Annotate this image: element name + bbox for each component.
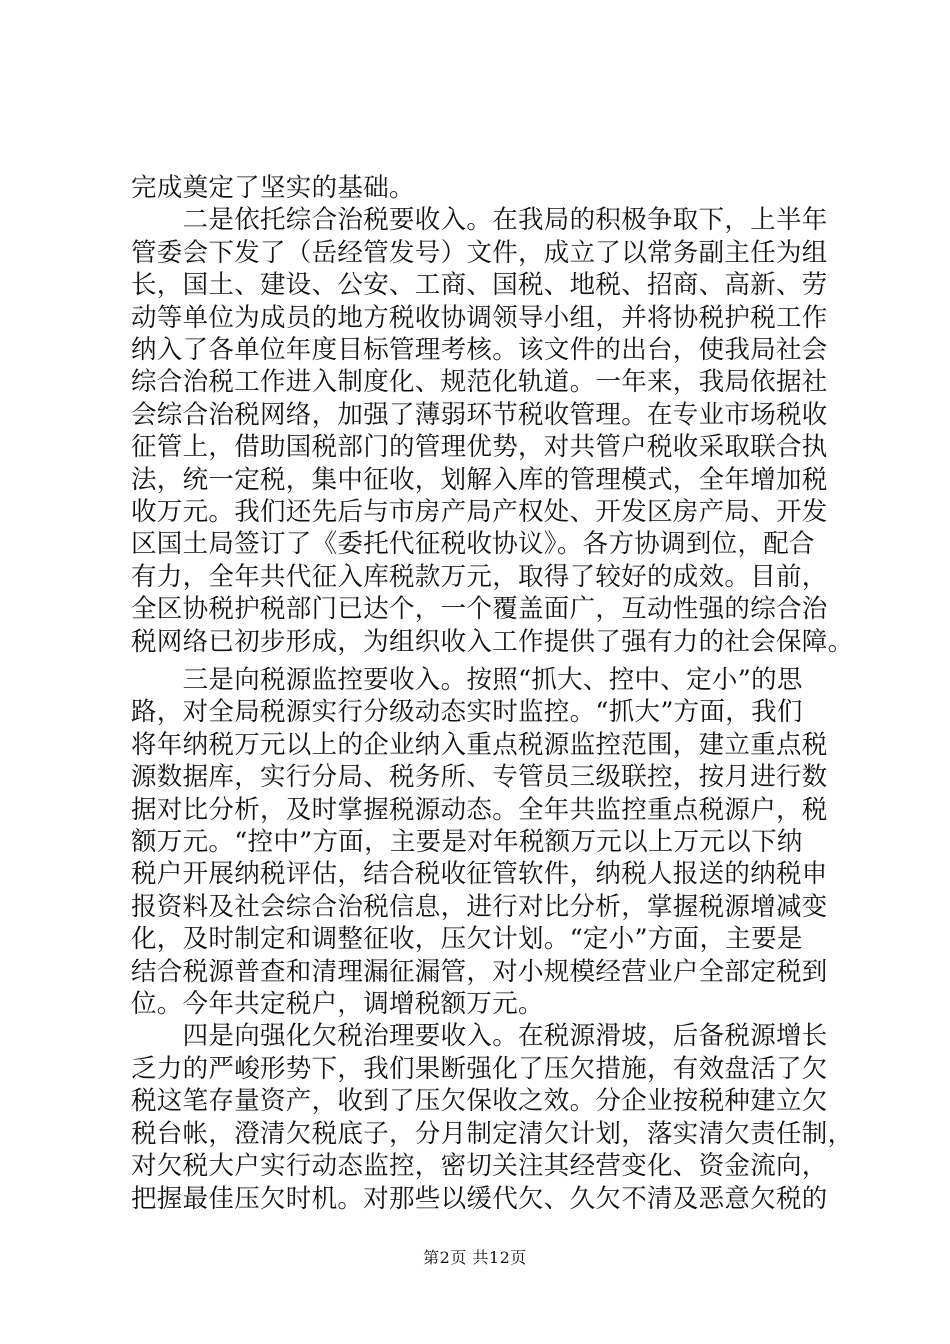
text-line: 三是向税源监控要收入。按照“抓大、控中、定小”的思 [131,665,803,695]
text-line: 动等单位为成员的地方税收协调领导小组，并将协税护税工作 [131,302,828,333]
text-line: 纳入了各单位年度目标管理考核。该文件的出台，使我局社会 [131,335,828,366]
text-line: 税台帐，澄清欠税底子，分月制定清欠计划，落实清欠责任制， [131,1118,854,1149]
text-line: 对欠税大户实行动态监控，密切关注其经营变化、资金流向， [131,1151,828,1182]
text-line: 完成奠定了坚实的基础。 [131,173,415,203]
text-line: 税这笔存量资产，收到了压欠保收之效。分企业按税种建立欠 [131,1086,828,1117]
text-line: 二是依托综合治税要收入。在我局的积极争取下，上半年 [131,205,828,236]
text-line: 征管上，借助国税部门的管理优势，对共管户税收采取联合执 [131,432,828,463]
page-number-footer: 第2页 共12页 [423,1248,527,1267]
text-line: 长，国土、建设、公安、工商、国税、地税、招商、高新、劳 [131,270,828,301]
text-line: 区国土局签订了《委托代征税收协议》。各方协调到位，配合 [131,529,815,560]
text-line: 综合治税工作进入制度化、规范化轨道。一年来，我局依据社 [131,367,828,398]
text-line: 乏力的严峻形势下，我们果断强化了压欠措施，有效盘活了欠 [131,1053,828,1084]
text-line: 化，及时制定和调整征收，压欠计划。“定小”方面，主要是 [131,924,803,955]
text-line: 额万元。“控中”方面，主要是对年税额万元以上万元以下纳 [131,827,803,858]
body-text-section-2 [131,664,854,1215]
text-line: 把握最佳压欠时机。对那些以缓代欠、久欠不清及恶意欠税的 [131,1183,828,1214]
text-line: 全区协税护税部门已达个，一个覆盖面广，互动性强的综合治 [131,594,828,625]
text-line: 源数据库，实行分局、税务所、专管员三级联控，按月进行数 [131,762,828,793]
text-line: 收万元。我们还先后与市房产局产权处、开发区房产局、开发 [131,497,828,528]
text-line: 会综合治税网络，加强了薄弱环节税收管理。在专业市场税收 [131,399,828,430]
text-line: 据对比分析，及时掌握税源动态。全年共监控重点税源户，税 [131,794,828,825]
text-line: 结合税源普查和清理漏征漏管，对小规模经营业户全部定税到 [131,956,828,987]
text-line: 税户开展纳税评估，结合税收征管软件，纳税人报送的纳税申 [131,859,828,890]
text-line: 路，对全局税源实行分级动态实时监控。“抓大”方面，我们 [131,697,803,728]
text-line: 将年纳税万元以上的企业纳入重点税源监控范围，建立重点税 [131,729,828,760]
body-text-section-1 [131,172,854,658]
text-line: 有力，全年共代征入库税款万元，取得了较好的成效。目前， [131,561,828,592]
text-line: 管委会下发了（岳经管发号）文件，成立了以常务副主任为组 [131,237,828,268]
text-line: 位。今年共定税户，调增税额万元。 [131,989,544,1020]
text-line: 法，统一定税，集中征收，划解入库的管理模式，全年增加税 [131,464,828,495]
text-line: 税网络已初步形成，为组织收入工作提供了强有力的社会保障。 [131,626,854,657]
text-line: 四是向强化欠税治理要收入。在税源滑坡，后备税源增长 [131,1021,828,1052]
text-line: 报资料及社会综合治税信息，进行对比分析，掌握税源增减变 [131,891,828,922]
